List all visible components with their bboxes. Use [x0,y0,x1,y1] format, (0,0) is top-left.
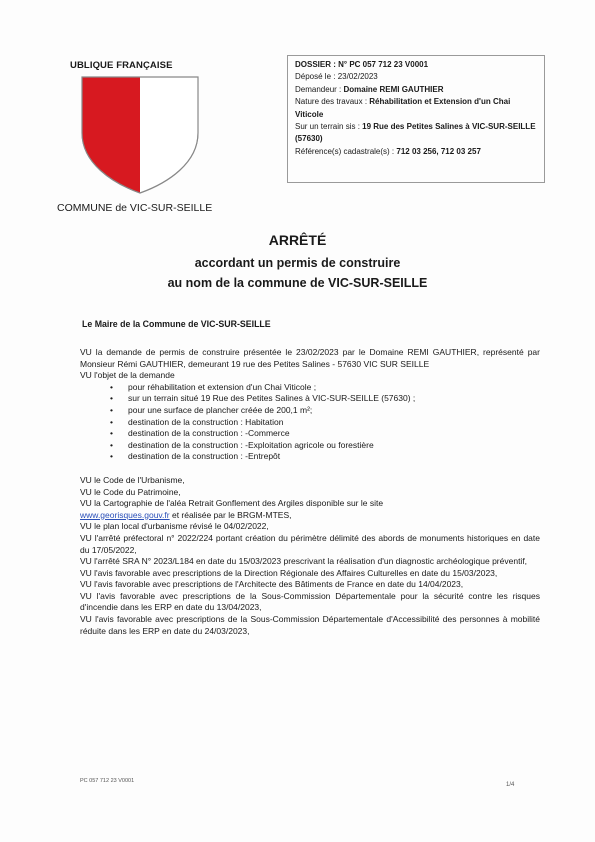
depose-value: 23/02/2023 [337,72,378,82]
page-number: 1/4 [506,782,515,788]
vu-avis-drac: VU l'avis favorable avec prescriptions de la Direction Régionale des Affaires Culturelles en date du 15/03/2023, [80,567,498,578]
list-item: • destination de la construction : -Commerce [110,428,540,440]
republic-heading: UBLIQUE FRANÇAISE [70,60,173,71]
vu-arrete-prefectoral: VU l'arrêté préfectoral n° 2022/224 portant création du périmètre délimité des abords de monuments historiques en date du 17/05/2022, [80,532,540,555]
nature-label: Nature des travaux : [295,97,370,107]
cadastral-label: Référence(s) cadastrale(s) : [295,146,397,156]
vu-code-urbanisme: VU le Code de l'Urbanisme, [80,474,185,485]
georisques-link[interactable]: www.georisques.gouv.fr [80,509,170,520]
cartographie-brgm: et réalisée par le BRGM-MTES, [169,509,292,520]
dossier-number: DOSSIER : N° PC 057 712 23 V0001 [295,60,429,69]
terrain-value: 19 Rue des Petites Salines à VIC-SUR-SEILLE (57630) [295,122,536,144]
vu-avis-securite: VU l'avis favorable avec prescriptions de la Sous-Commission Départementale pour la sécurité contre les risques d'incendie dans les ERP en date du 13/04/2023, [80,590,540,613]
vu-demande: VU la demande de permis de construire présentée le 23/02/2023 par le Domaine REMI GAUTHIER, représenté par Monsieur Rémi GAUTHIER, demeurant 19 rue des Petites Salines - 57630 VIC SUR SEILLE [80,347,540,369]
vu-avis-accessibilite: VU l'avis favorable avec prescriptions de la Sous-Commission Départementale d'Accessibilité des personnes à mobilité réduite dans les ERP en date du 24/03/2023, [80,614,540,636]
document-body [80,347,540,637]
nature-value: Réhabilitation et Extension d'un Chai Viticole [295,97,511,119]
demandeur-label: Demandeur : [295,84,344,94]
list-item: • destination de la construction : Habitation [110,417,540,429]
document-subtitle-2: au nom de la commune de VIC-SUR-SEILLE [167,276,428,290]
commune-crest-logo [80,75,200,200]
list-item: • destination de la construction : -Exploitation agricole ou forestière [110,440,540,452]
objet-list [80,382,540,463]
terrain-label: Sur un terrain sis : [295,122,363,132]
footer-reference: PC 057 712 23 V0001 [80,778,135,784]
cartographie-source [80,510,540,522]
commune-name: COMMUNE de VIC-SUR-SEILLE [57,202,213,214]
demandeur-value: Domaine REMI GAUTHIER [343,84,444,94]
vu-arrete-sra: VU l'arrêté SRA N° 2023/L184 en date du 15/03/2023 prescrivant la réalisation d'un diagnostic archéologique préventif, [80,556,528,567]
document-subtitle-1: accordant un permis de construire [194,256,401,270]
vu-cartographie: VU la Cartographie de l'aléa Retrait Gonflement des Argiles disponible sur le site [80,498,384,509]
mayor-heading: Le Maire de la Commune de VIC-SUR-SEILLE [82,319,271,329]
list-item: • sur un terrain situé 19 Rue des Petites Salines à VIC-SUR-SEILLE (57630) ; [110,393,540,405]
vu-code-patrimoine: VU le Code du Patrimoine, [80,486,181,497]
vu-avis-abf: VU l'avis favorable avec prescriptions de l'Architecte des Bâtiments de France en date du 14/04/2023, [80,579,464,590]
cadastral-value: 712 03 256, 712 03 257 [396,146,481,156]
vu-objet: VU l'objet de la demande [80,370,175,381]
dossier-info-box [287,55,545,183]
list-item: • pour réhabilitation et extension d'un Chai Viticole ; [110,382,540,394]
document-title: ARRÊTÉ [268,232,327,248]
vu-plan-local: VU le plan local d'urbanisme révisé le 04/02/2022, [80,521,269,532]
list-item: • pour une surface de plancher créée de 200,1 m²; [110,405,540,417]
depose-label: Déposé le : [295,72,338,82]
list-item: • destination de la construction : -Entrepôt [110,451,540,463]
